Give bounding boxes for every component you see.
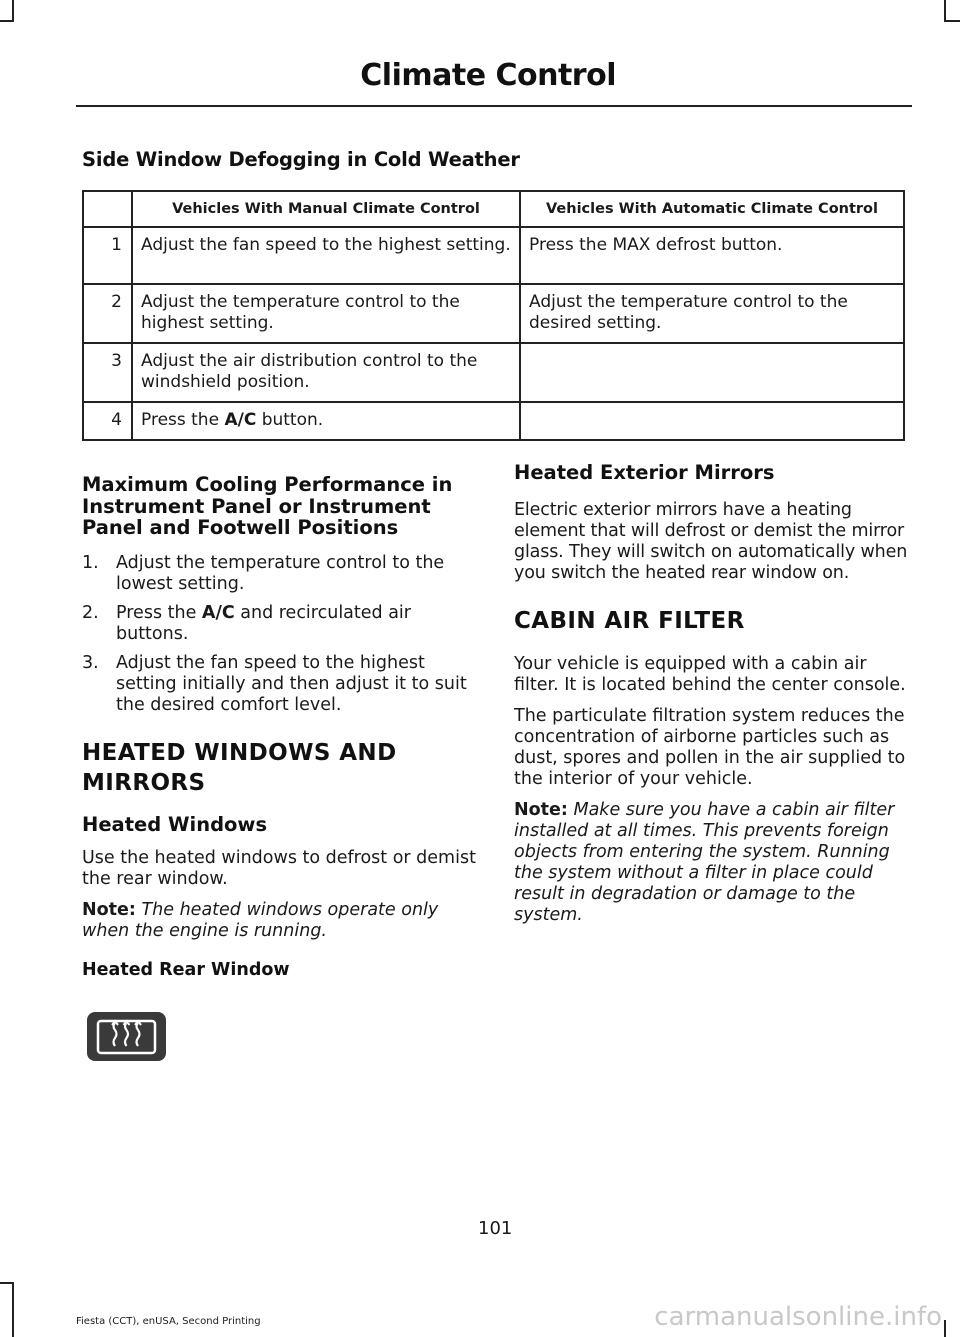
side-window-table	[82, 190, 905, 441]
table-row	[83, 402, 904, 440]
max-cooling-heading: Maximum Cooling Performance in Instrument Panel or Instrument Panel and Footwell Positions	[82, 473, 453, 539]
table-row	[83, 227, 904, 284]
cabin-filter-note	[514, 800, 910, 926]
side-window-heading: Side Window Defogging in Cold Weather	[82, 148, 520, 171]
crop-mark	[0, 20, 14, 22]
list-text: Adjust the temperature control to the lowest setting.	[116, 552, 445, 594]
left-column	[82, 474, 482, 981]
step-number: 2	[83, 284, 132, 343]
note-label: Note:	[82, 899, 136, 920]
list-item	[82, 553, 482, 595]
step-number: 4	[83, 402, 132, 440]
auto-cell	[520, 343, 904, 402]
manual-cell: Adjust the temperature control to the highest setting.	[132, 284, 520, 343]
list-text: Adjust the fan speed to the highest setting initially and then adjust it to suit the desired comfort level.	[116, 652, 467, 715]
manual-cell	[132, 402, 520, 440]
table-header-manual: Vehicles With Manual Climate Control	[132, 191, 520, 227]
table-header-num	[83, 191, 132, 227]
crop-mark	[0, 1282, 14, 1284]
list-item	[82, 603, 482, 645]
manual-cell: Adjust the air distribution control to the windshield position.	[132, 343, 520, 402]
manual-prefix: Press the	[141, 410, 225, 430]
heated-windows-note	[82, 900, 482, 942]
list-number: 1.	[82, 552, 99, 573]
crop-mark	[944, 0, 946, 22]
note-label: Note:	[514, 800, 568, 820]
table-row	[83, 343, 904, 402]
table-header-auto: Vehicles With Automatic Climate Control	[520, 191, 904, 227]
watermark: carmanualsonline.info	[654, 1302, 942, 1332]
heated-mirrors-heading: Heated Exterior Mirrors	[514, 461, 775, 484]
page-number: 101	[478, 1218, 513, 1239]
ac-label: A/C	[224, 410, 257, 430]
cabin-filter-heading: CABIN AIR FILTER	[514, 608, 745, 634]
list-number: 3.	[82, 652, 99, 673]
list-item	[82, 653, 482, 716]
step-number: 1	[83, 227, 132, 284]
cabin-filter-p1: Your vehicle is equipped with a cabin air filter. It is located behind the center console.	[514, 654, 906, 695]
auto-cell: Adjust the temperature control to the desired setting.	[520, 284, 904, 343]
right-column	[514, 462, 910, 926]
header-rule	[76, 105, 912, 107]
crop-mark	[12, 1282, 14, 1337]
manual-cell: Adjust the fan speed to the highest setting.	[132, 227, 520, 284]
ac-label: A/C	[201, 602, 235, 623]
rear-defrost-icon	[87, 1012, 166, 1061]
heated-windows-text: Use the heated windows to defrost or demist the rear window.	[82, 847, 476, 889]
note-text: Make sure you have a cabin air filter installed at all times. This prevents foreign objects from entering the system. Running the system without a filter in place could result in degradation or damage to the system.	[514, 800, 895, 925]
auto-cell: Press the MAX defrost button.	[520, 227, 904, 284]
table-header-row	[83, 191, 904, 227]
heated-mirrors-text: Electric exterior mirrors have a heating element that will defrost or demist the mirror glass. They will switch on automatically when you switch the heated rear window on.	[514, 500, 908, 583]
crop-mark	[944, 1320, 946, 1337]
list-text-prefix: Press the	[116, 602, 202, 623]
page-title: Climate Control	[360, 58, 616, 93]
heated-windows-heading: Heated Windows	[82, 812, 268, 836]
footer-text: Fiesta (CCT), enUSA, Second Printing	[76, 1316, 261, 1327]
heated-heading: HEATED WINDOWS AND MIRRORS	[82, 739, 397, 796]
heated-rear-window-heading: Heated Rear Window	[82, 959, 290, 980]
crop-mark	[944, 20, 960, 22]
cabin-filter-p2: The particulate filtration system reduces the concentration of airborne particles such as dust, spores and pollen in the air supplied to the interior of your vehicle.	[514, 706, 906, 789]
list-number: 2.	[82, 602, 99, 623]
auto-cell	[520, 402, 904, 440]
step-number: 3	[83, 343, 132, 402]
manual-suffix: button.	[256, 410, 324, 430]
table-row	[83, 284, 904, 343]
crop-mark	[12, 0, 14, 22]
note-text: The heated windows operate only when the engine is running.	[82, 899, 439, 941]
list-text-suffix: and recirculated air buttons.	[116, 602, 411, 644]
